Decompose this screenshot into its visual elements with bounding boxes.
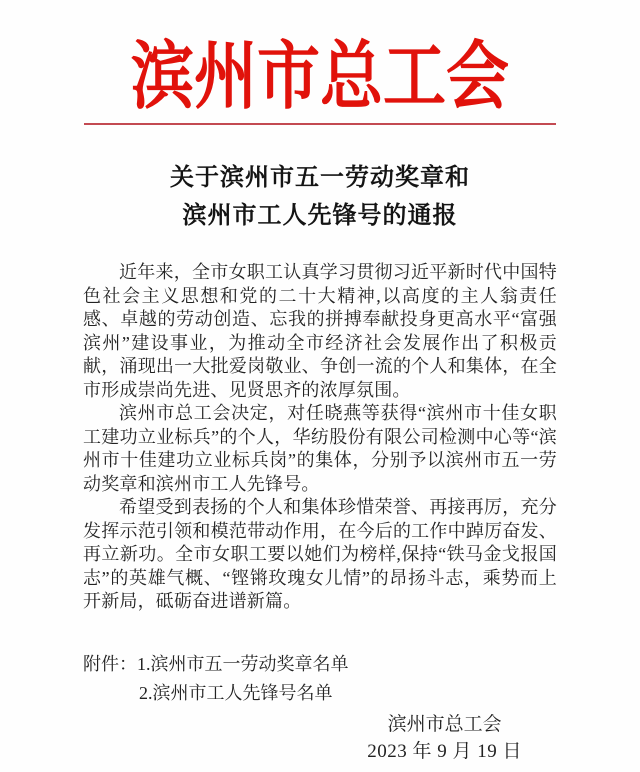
signature-org-name: 滨州市总工会: [387, 714, 502, 735]
attachment-indent-spacer: [83, 679, 139, 708]
body-paragraph: 滨州市总工会决定，对任晓燕等获得“滨州市十佳女职工建功立业标兵”的个人，华纺股份有限公司检测中心等“滨州市十佳建功立业标兵岗”的集体，分别予以滨州市五一劳动奖章和滨州市工人先锋号。: [83, 403, 557, 494]
signature-date: 2023 年 9 月 19 日: [367, 741, 522, 762]
attachment-line: [83, 650, 557, 679]
body-paragraph: 希望受到表扬的个人和集体珍惜荣誉、再接再厉，充分发挥示范引领和模范带动作用，在今后的工作中踔厉奋发、再立新功。全市女职工要以她们为榜样,保持“铁马金戈报国志”的英雄气概、“铿锵玫瑰女儿情”的昂扬斗志，乘势而上开新局，砥砺奋进谱新篇。: [83, 497, 557, 611]
document-title: [0, 159, 640, 235]
attachment-line: [83, 679, 557, 708]
attachments-label: 附件：: [83, 653, 137, 674]
body-paragraph: 近年来，全市女职工认真学习贯彻习近平新时代中国特色社会主义思想和党的二十大精神,以高度的主人翁责任感、卓越的劳动创造、忘我的拼搏奉献投身更高水平“富强滨州”建设事业，为推动全市经济社会发展作出了积极贡献，涌现出一大批爱岗敬业、争创一流的个人和集体，在全市形成崇尚先进、见贤思齐的浓厚氛围。: [83, 262, 557, 400]
document-title-line2: 滨州市工人先锋号的通报: [182, 203, 458, 229]
document-body: [83, 261, 557, 614]
attachment-item-1: 1.滨州市五一劳动奖章名单: [137, 653, 349, 674]
attachments-block: [83, 650, 557, 708]
attachment-item-2: 2.滨州市工人先锋号名单: [139, 682, 333, 703]
document-title-line1: 关于滨州市五一劳动奖章和: [170, 165, 470, 191]
signature-block: [367, 712, 522, 764]
letterhead: [0, 0, 640, 118]
letterhead-org-name: 滨州市总工会: [131, 35, 509, 118]
